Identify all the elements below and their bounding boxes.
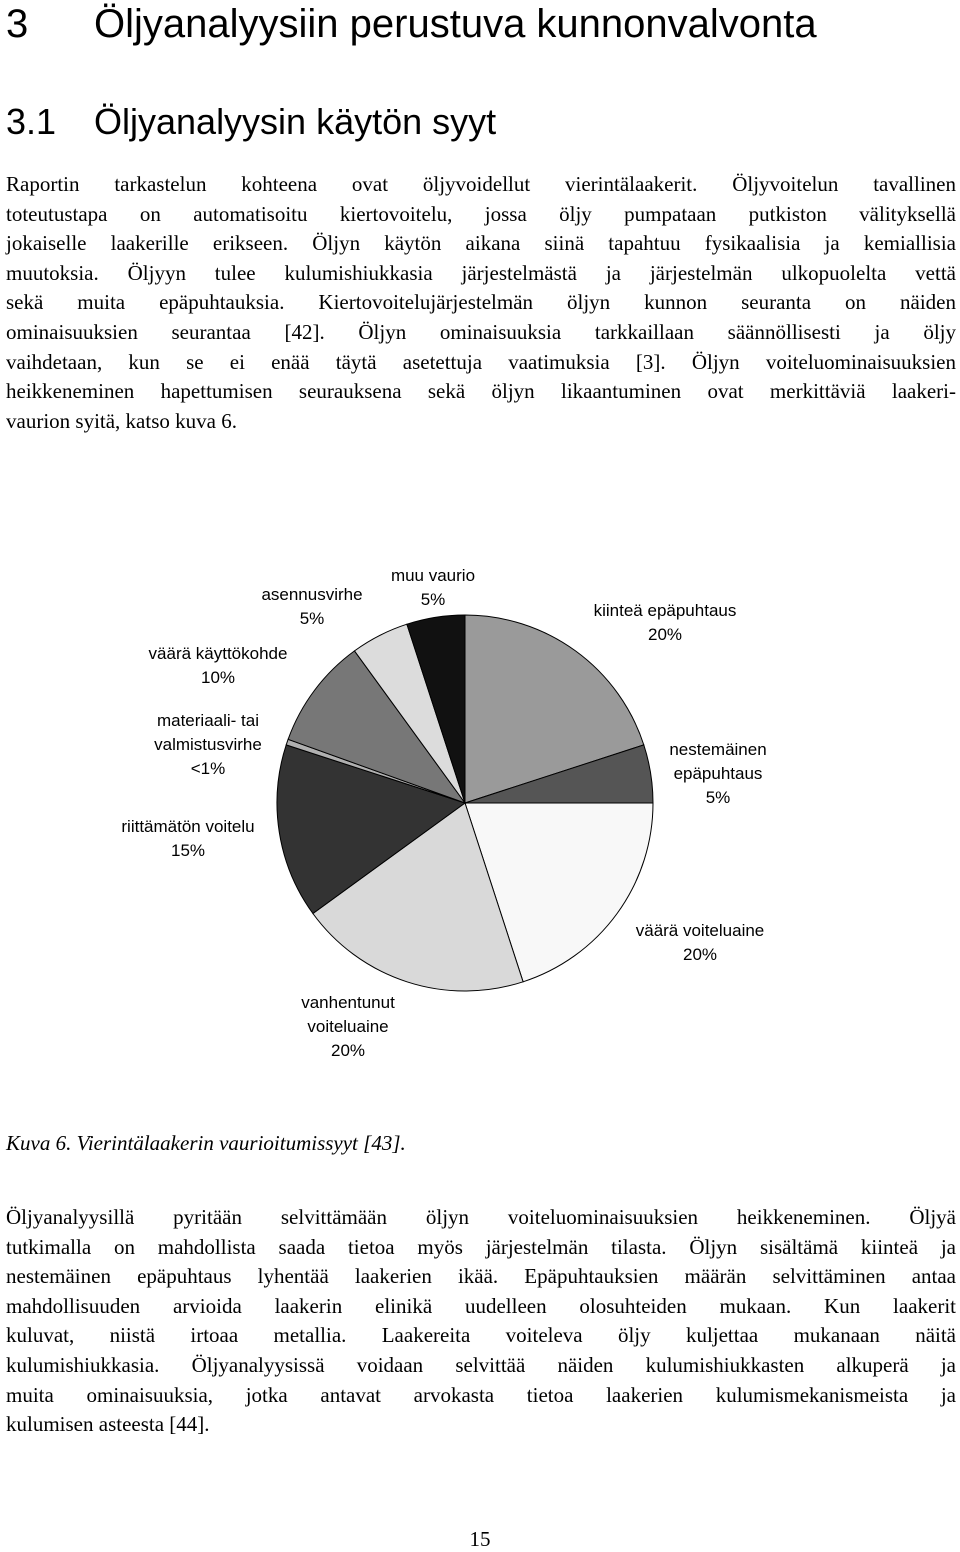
- slice-label: nestemäinen epäpuhtaus 5%: [669, 740, 767, 807]
- section-heading: [6, 2, 817, 47]
- failure-causes-pie-chart: [0, 540, 960, 1080]
- paragraph-line: muutoksia. Öljyyn tulee kulumishiukkasia järjestelmästä ja järjestelmän ulkopuolelta vettä: [6, 260, 956, 285]
- subsection-heading: [6, 101, 496, 143]
- paragraph-line: jokaiselle laakerille erikseen. Öljyn käytön aikana siinä tapahtuu fysikaalisia ja kemiallisia: [6, 231, 956, 256]
- paragraph-line: mahdollisuuden arvioida laakerin elinikä uudelleen olosuhteiden mukaan. Kun laakerit: [6, 1293, 956, 1318]
- paragraph-line: ominaisuuksien seurantaa [42]. Öljyn ominaisuuksia tarkkaillaan säännöllisesti ja öljy: [6, 319, 956, 344]
- paragraph-line: kulumishiukkasia. Öljyanalyysissä voidaan selvittää näiden kulumishiukkasten alkuperä ja: [6, 1352, 956, 1377]
- slice-label: materiaali- tai valmistusvirhe <1%: [154, 711, 262, 778]
- intro-paragraph: [6, 170, 956, 436]
- paragraph-line: Öljyanalyysillä pyritään selvittämään öljyn voiteluominaisuuksien heikkeneminen. Öljyä: [6, 1205, 956, 1229]
- slice-label: muu vaurio 5%: [390, 566, 476, 609]
- paragraph-line: Raportin tarkastelun kohteena ovat öljyvoidellut vierintälaakerit. Öljyvoitelun tavallinen: [6, 172, 956, 196]
- paragraph-line: sekä muita epäpuhtauksia. Kiertovoitelujärjestelmän öljyn kunnon seuranta on näiden: [6, 290, 956, 315]
- section-number: 3: [6, 2, 29, 46]
- paragraph-line: kuluvat, niistä irtoaa metallia. Laakereita voiteleva öljy kuljettaa mukanaan näitä: [6, 1323, 956, 1348]
- paragraph-line: muita ominaisuuksia, jotka antavat arvokasta tietoa laakerien kulumismekanismeista ja: [6, 1382, 956, 1407]
- subsection-number: 3.1: [6, 101, 57, 142]
- paragraph-line: nestemäinen epäpuhtaus lyhentää laakerien ikää. Epäpuhtauksien määrän selvittäminen antaa: [6, 1264, 956, 1289]
- figure-caption: Kuva 6. Vierintälaakerin vaurioitumissyyt [43].: [6, 1131, 406, 1155]
- slice-label: väärä voiteluaine 20%: [635, 921, 765, 964]
- paragraph-line: vaurion syitä, katso kuva 6.: [6, 408, 237, 433]
- analysis-paragraph: [6, 1203, 956, 1440]
- slice-label: kiinteä epäpuhtaus 20%: [593, 601, 737, 644]
- paragraph-line: tutkimalla on mahdollista saada tietoa myös järjestelmän tilasta. Öljyn sisältämä kiinteä ja: [6, 1234, 956, 1259]
- paragraph-line: heikkeneminen hapettumisen seurauksena sekä öljyn likaantuminen ovat merkittäviä laakeri-: [6, 379, 956, 404]
- paragraph-line: toteutustapa on automatisoitu kiertovoitelu, jossa öljy pumpataan putkiston välityksellä: [6, 201, 956, 226]
- paragraph-line: kulumisen asteesta [44].: [6, 1412, 210, 1437]
- subsection-title: Öljyanalyysin käytön syyt: [94, 101, 497, 142]
- slice-label: vanhentunut voiteluaine 20%: [301, 993, 395, 1060]
- slice-label: asennusvirhe 5%: [261, 585, 363, 628]
- slice-label: riittämätön voitelu 15%: [121, 817, 255, 860]
- section-title: Öljyanalyysiin perustuva kunnonvalvonta: [94, 2, 817, 46]
- paragraph-line: vaihdetaan, kun se ei enää täytä asetettuja vaatimuksia [3]. Öljyn voiteluominaisuuksien: [6, 349, 956, 374]
- slice-label: väärä käyttökohde 10%: [148, 644, 288, 687]
- page-number: 15: [469, 1527, 491, 1551]
